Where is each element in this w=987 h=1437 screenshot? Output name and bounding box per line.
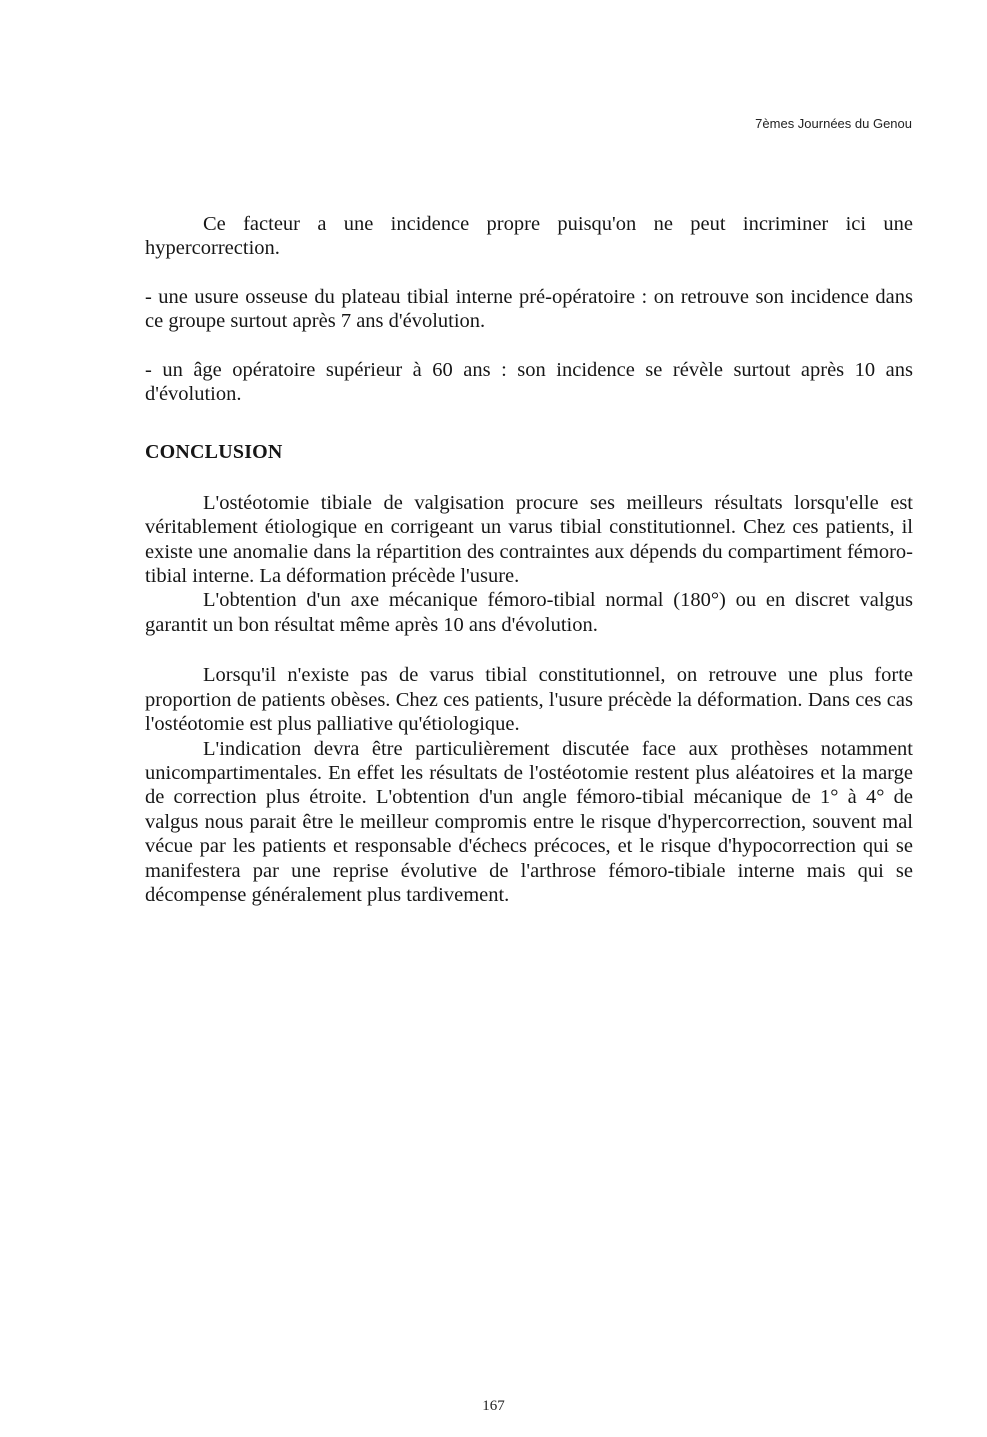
paragraph-conclusion-2: L'obtention d'un axe mécanique fémoro-tibial normal (180°) ou en discret valgus garantit un bon résultat même après 10 ans d'évolution. <box>145 589 913 636</box>
section-heading-conclusion: CONCLUSION <box>145 441 283 464</box>
body-text <box>145 212 913 907</box>
page-number: 167 <box>482 1398 505 1414</box>
paragraph-conclusion-4: L'indication devra être particulièrement discutée face aux prothèses notamment unicompartimentales. En effet les résultats de l'ostéotomie restent plus aléatoires et la marge de correction plus étroite. L'obtention d'un angle fémoro-tibial mécanique de 1° à 4° de valgus nous parait être le meilleur compromis entre le risque d'hypercorrection, souvent mal vécue par les patients et responsable d'échecs précoces, et le risque d'hypocorrection qui se manifestera par une reprise évolutive de l'arthrose fémoro-tibiale interne mais qui se décompense généralement plus tardivement. <box>145 737 913 906</box>
paragraph-conclusion-3: Lorsqu'il n'existe pas de varus tibial constitutionnel, on retrouve une plus forte proportion de patients obèses. Chez ces patients, l'usure précède la déformation. Dans ces cas l'ostéotomie est plus palliative qu'étiologique. <box>145 664 913 736</box>
paragraph-intro: Ce facteur a une incidence propre puisqu'on ne peut incriminer ici une hypercorrection. <box>145 213 913 260</box>
running-header: 7èmes Journées du Genou <box>755 116 912 131</box>
bullet-bone-wear: - une usure osseuse du plateau tibial interne pré-opératoire : on retrouve son incidence dans ce groupe surtout après 7 ans d'évolution. <box>145 285 913 333</box>
bullet-operative-age: - un âge opératoire supérieur à 60 ans : son incidence se révèle surtout après 10 ans d'évolution. <box>145 358 913 406</box>
paragraph-conclusion-1: L'ostéotomie tibiale de valgisation procure ses meilleurs résultats lorsqu'elle est véritablement étiologique en corrigeant un varus tibial constitutionnel. Chez ces patients, il existe une anomalie dans la répartition des contraintes aux dépends du compartiment fémoro-tibial interne. La déformation précède l'usure. <box>145 491 913 588</box>
